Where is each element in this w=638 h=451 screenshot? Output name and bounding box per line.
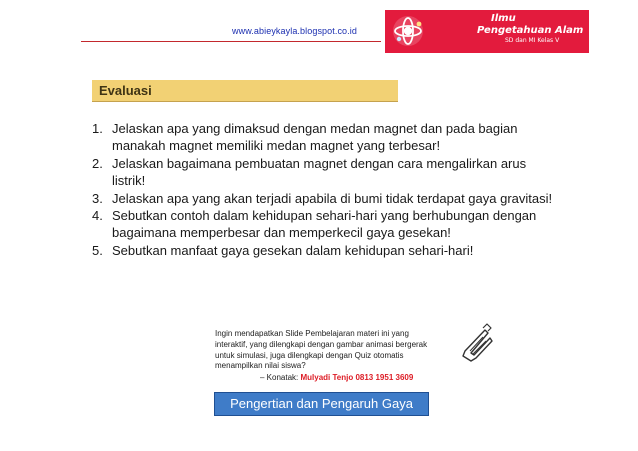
promo-note [215,329,449,372]
contact-prefix: – Konatak: [260,373,299,382]
evaluation-question-list [92,120,562,259]
promo-line-3: untuk simulasi, juga dilengkapi dengan Quiz otomatis [215,350,404,360]
question-item [92,155,562,190]
subject-banner [385,10,589,53]
question-number: 3. [92,190,103,206]
banner-title-line-1: Ilmu [491,13,516,24]
hand-pointer-icon [459,320,495,364]
banner-title-line-2: Pengetahuan Alam [477,24,584,36]
question-item [92,242,562,259]
question-item [92,190,562,207]
question-text: Sebutkan contoh dalam kehidupan sehari-hari yang berhubungan dengan bagaimana memperbesar dan memperkecil gaya gesekan! [112,208,537,241]
question-item [92,120,562,155]
blog-url: www.abieykayla.blogspot.co.id [232,26,357,36]
question-text: Jelaskan apa yang akan terjadi apabila di bumi tidak terdapat gaya gravitasi! [112,190,553,206]
promo-line-1: Ingin mendapatkan Slide Pembelajaran materi ini yang [215,329,409,338]
promo-contact [260,373,413,382]
banner-text [477,14,587,44]
section-title: Evaluasi [99,83,152,98]
promo-line-2: interaktif, yang dilengkapi dengan gambar animasi bergerak [215,339,428,349]
question-text: Jelaskan apa yang dimaksud dengan medan magnet dan pada bagian manakah magnet memiliki medan magnet yang terbesar! [112,121,518,154]
promo-line-4: menampilkan nilai siswa? [215,361,306,371]
question-number: 5. [92,242,103,258]
question-item [92,207,562,242]
science-logo-icon [391,14,425,48]
contact-name: Mulyadi Tenjo 0813 1951 3609 [300,373,414,382]
header-divider [81,41,381,42]
question-number: 4. [92,208,103,224]
banner-subtitle: SD dan MI Kelas V [505,37,560,44]
question-number: 1. [92,121,103,136]
next-topic-button[interactable]: Pengertian dan Pengaruh Gaya [214,392,429,416]
evaluation-section-bar [92,80,398,102]
question-text: Jelaskan bagaimana pembuatan magnet dengan cara mengalirkan arus listrik! [112,155,527,189]
question-text: Sebutkan manfaat gaya gesekan dalam kehidupan sehari-hari! [112,242,474,258]
question-number: 2. [92,155,103,171]
